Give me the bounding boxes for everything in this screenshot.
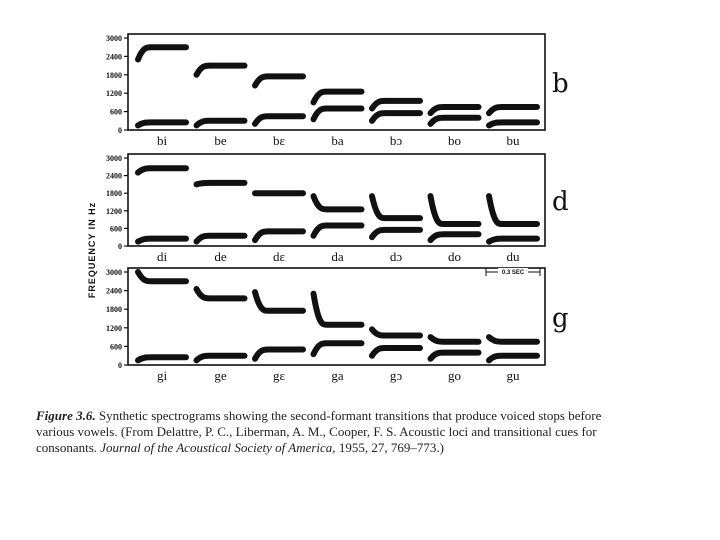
formant-f2-bi xyxy=(138,47,186,59)
formant-f1-de xyxy=(197,236,245,242)
syllable-label: de xyxy=(214,249,227,264)
formant-f1-dɔ xyxy=(372,230,420,237)
formant-f2-bu xyxy=(489,107,537,113)
formant-f2-gɔ xyxy=(372,329,420,335)
y-tick-label: 1800 xyxy=(106,70,122,80)
caption-citation: 1955, 27, 769–773.) xyxy=(338,440,444,455)
figure-caption xyxy=(36,408,626,456)
y-tick-label: 600 xyxy=(110,224,122,234)
consonant-label: g xyxy=(552,303,569,334)
y-tick-label: 3000 xyxy=(106,268,122,277)
formant-f1-dɛ xyxy=(255,231,303,240)
syllable-label: do xyxy=(448,249,461,264)
formant-f2-bɛ xyxy=(255,76,303,85)
formant-f1-bu xyxy=(489,122,537,125)
formant-f2-da xyxy=(314,196,362,209)
formant-f2-ga xyxy=(314,294,362,325)
formant-f2-du xyxy=(489,196,537,224)
formant-f1-do xyxy=(431,234,479,240)
formant-f2-dɔ xyxy=(372,196,420,218)
caption-journal: Journal of the Acoustical Society of America, xyxy=(100,440,336,455)
formant-f2-bɔ xyxy=(372,101,420,109)
syllable-label: bu xyxy=(506,133,520,148)
formant-f1-bɔ xyxy=(372,113,420,121)
syllable-label: bo xyxy=(448,133,461,148)
y-tick-label: 0 xyxy=(118,361,122,370)
syllable-label: ba xyxy=(331,133,344,148)
spectrogram-panel-b xyxy=(106,34,569,148)
time-scale-marker xyxy=(486,268,540,276)
formant-f2-ba xyxy=(314,92,362,103)
y-tick-label: 1200 xyxy=(106,206,122,216)
panel-frame xyxy=(128,34,545,130)
syllable-label: ge xyxy=(214,368,227,383)
spectrogram-panel-g xyxy=(106,268,569,383)
y-tick-label: 3000 xyxy=(106,34,122,43)
y-tick-label: 2400 xyxy=(106,171,122,181)
consonant-label: b xyxy=(552,69,569,99)
formant-f1-ba xyxy=(314,109,362,120)
y-tick-label: 1200 xyxy=(106,323,122,333)
y-axis-label: FREQUENCY IN Hz xyxy=(87,201,97,299)
syllable-label: dɛ xyxy=(273,249,285,264)
formant-f1-be xyxy=(197,121,245,126)
consonant-label: d xyxy=(552,187,569,217)
formant-f1-gu xyxy=(489,356,537,361)
formant-f2-be xyxy=(197,66,245,75)
y-tick-label: 3000 xyxy=(106,154,122,163)
formant-f2-bo xyxy=(431,107,479,113)
y-tick-label: 600 xyxy=(110,342,122,352)
formant-f1-gi xyxy=(138,357,186,360)
y-tick-label: 2400 xyxy=(106,286,122,296)
formant-f1-bɛ xyxy=(255,116,303,124)
formant-f2-gɛ xyxy=(255,292,303,311)
time-scale-label: 0.3 SEC xyxy=(501,270,525,276)
syllable-label: go xyxy=(448,368,461,383)
syllable-label: dɔ xyxy=(389,249,403,264)
formant-f2-go xyxy=(431,337,479,342)
formant-f1-bi xyxy=(138,122,186,125)
syllable-label: du xyxy=(506,249,520,264)
syllable-label: da xyxy=(331,249,344,264)
formant-f1-bo xyxy=(431,118,479,124)
formant-f1-gɔ xyxy=(372,348,420,356)
y-tick-label: 600 xyxy=(110,107,122,117)
spectrogram-panel-d xyxy=(106,154,569,264)
syllable-label: bi xyxy=(156,133,168,148)
caption-lead: Figure 3.6. xyxy=(36,408,96,423)
y-tick-label: 1800 xyxy=(106,305,122,315)
formant-f2-de xyxy=(197,183,245,184)
y-tick-label: 2400 xyxy=(106,52,122,62)
formant-f1-du xyxy=(489,239,537,242)
syllable-label: di xyxy=(156,249,168,264)
formant-f1-ge xyxy=(197,356,245,361)
formant-f1-ga xyxy=(314,343,362,354)
y-tick-label: 1800 xyxy=(106,189,122,199)
formant-f1-di xyxy=(138,239,186,242)
y-tick-label: 0 xyxy=(118,242,122,251)
syllable-label: gi xyxy=(156,368,168,383)
syllable-label: bɔ xyxy=(389,133,403,148)
caption-text: Synthetic spectrograms showing the second-formant transitions that produce voiced stops before various vowels. (From Delattre, P. C., Liberman, A. M., Cooper, F. S. Acoustic loci and transitional cues for consonants. xyxy=(36,408,602,455)
syllable-label: be xyxy=(214,133,227,148)
formant-f2-ge xyxy=(197,289,245,298)
syllable-label: ga xyxy=(331,368,344,383)
syllable-label: gɔ xyxy=(389,368,403,383)
formant-f2-gi xyxy=(138,272,186,281)
syllable-label: gɛ xyxy=(273,368,285,383)
formant-f1-gɛ xyxy=(255,350,303,359)
formant-f1-go xyxy=(431,353,479,359)
y-tick-label: 0 xyxy=(118,126,122,135)
syllable-label: bɛ xyxy=(273,133,285,148)
formant-f1-da xyxy=(314,225,362,235)
panel-frame xyxy=(128,154,545,246)
formant-f2-gu xyxy=(489,337,537,342)
panel-frame xyxy=(128,268,545,365)
syllable-label: gu xyxy=(506,368,520,383)
formant-f2-do xyxy=(431,196,479,224)
formant-f2-di xyxy=(138,168,186,172)
y-tick-label: 1200 xyxy=(106,89,122,99)
